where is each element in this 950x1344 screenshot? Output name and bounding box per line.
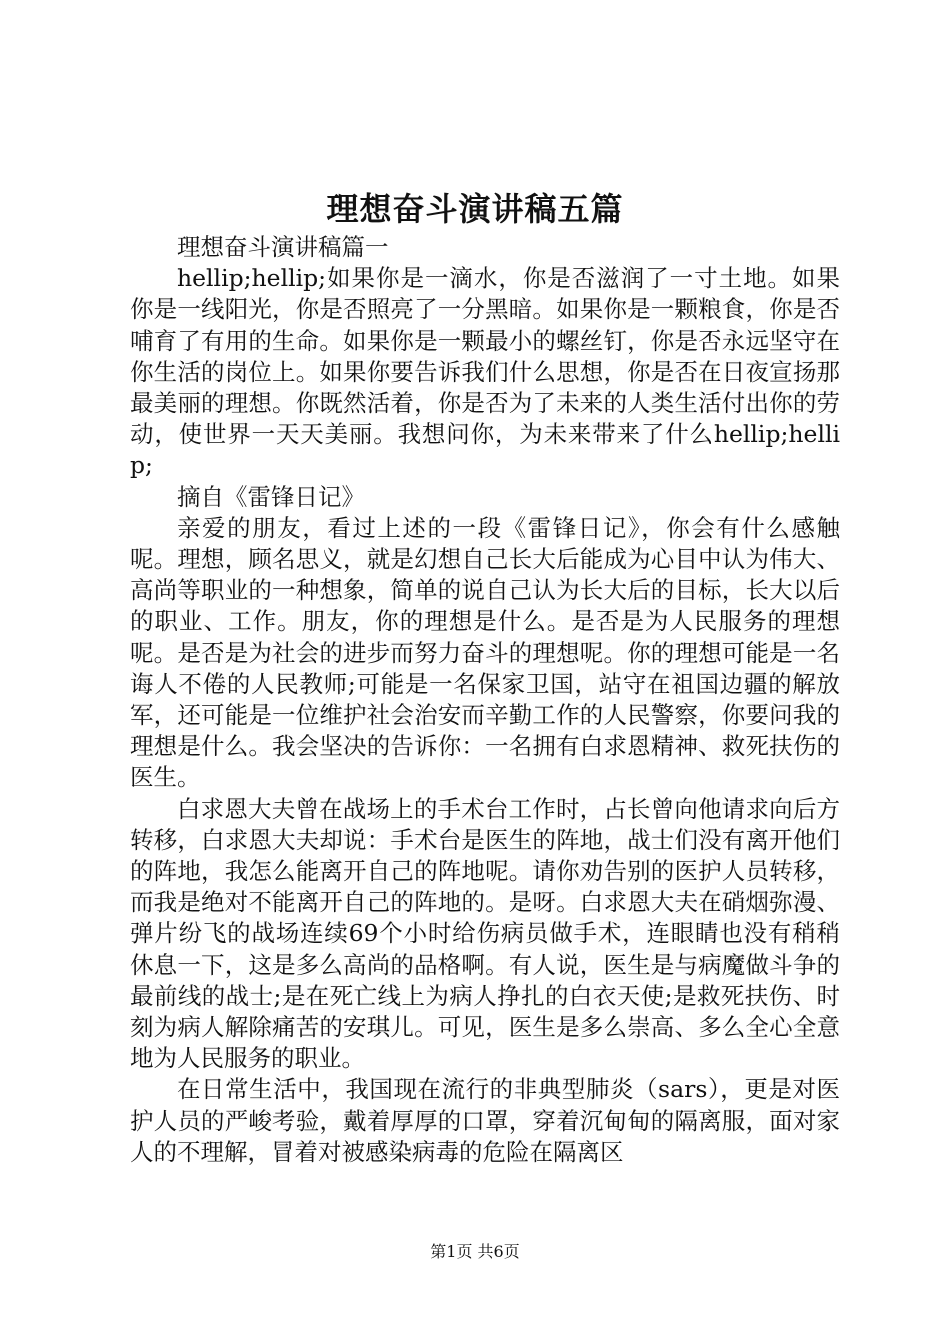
- page-number-footer: 第1页 共6页: [430, 1242, 520, 1261]
- quote-source: 摘自《雷锋日记》: [177, 482, 365, 511]
- body-paragraph: 在日常生活中，我国现在流行的非典型肺炎（sars），更是对医护人员的严峻考验，戴着厚厚的口罩，穿着沉甸甸的隔离服，面对家人的不理解，冒着对被感染病毒的危险在隔离区: [130, 1075, 840, 1166]
- document-body: [130, 232, 840, 1168]
- quote-paragraph: hellip;hellip;如果你是一滴水，你是否滋润了一寸土地。如果你是一线阳光，你是否照亮了一分黑暗。如果你是一颗粮食，你是否哺育了有用的生命。如果你是一颗最小的螺丝钉，你是否永远坚守在你生活的岗位上。如果你要告诉我们什么思想，你是否在日夜宣扬那最美丽的理想。你既然活着，你是否为了未来的人类生活付出你的劳动，使世界一天天美丽。我想问你，为未来带来了什么hellip;hellip;: [130, 264, 840, 480]
- body-paragraph: 白求恩大夫曾在战场上的手术台工作时，占长曾向他请求向后方转移，白求恩大夫却说：手术台是医生的阵地，战士们没有离开他们的阵地，我怎么能离开自己的阵地呢。请你劝告别的医护人员转移，而我是绝对不能离开自己的阵地的。是呀。白求恩大夫在硝烟弥漫、弹片纷飞的战场连续69个小时给伤病员做手术，连眼睛也没有稍稍休息一下，这是多么高尚的品格啊。有人说，医生是与病魔做斗争的最前线的战士;是在死亡线上为病人挣扎的白衣天使;是救死扶伤、时刻为病人解除痛苦的安琪儿。可见，医生是多么崇高、多么全心全意地为人民服务的职业。: [130, 794, 840, 1073]
- section-heading: 理想奋斗演讲稿篇一: [177, 233, 389, 261]
- body-paragraph: 亲爱的朋友，看过上述的一段《雷锋日记》，你会有什么感触呢。理想，顾名思义，就是幻想自己长大后能成为心目中认为伟大、高尚等职业的一种想象，简单的说自己认为长大后的目标，长大以后的职业、工作。朋友，你的理想是什么。是否是为人民服务的理想呢。是否是为社会的进步而努力奋斗的理想呢。你的理想可能是一名诲人不倦的人民教师;可能是一名保家卫国，站守在祖国边疆的解放军，还可能是一位维护社会治安而辛勤工作的人民警察，你要问我的理想是什么。我会坚决的告诉你：一名拥有白求恩精神、救死扶伤的医生。: [130, 513, 840, 792]
- document-title: 理想奋斗演讲稿五篇: [326, 190, 624, 228]
